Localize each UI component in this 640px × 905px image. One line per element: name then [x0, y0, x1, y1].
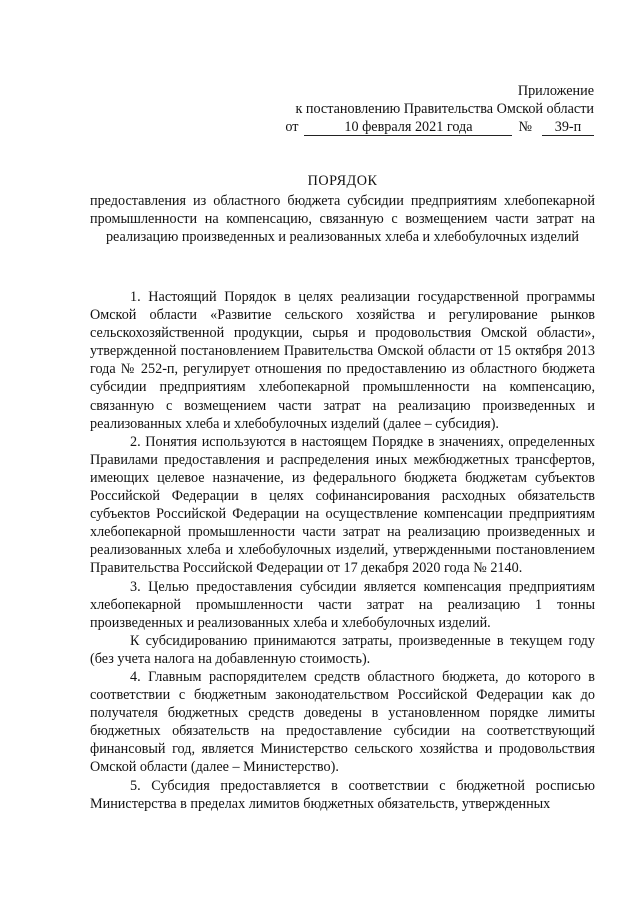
resolution-date-line — [254, 118, 594, 136]
resolution-number: 39-п — [542, 120, 594, 136]
appendix-header — [254, 82, 594, 136]
paragraph-3: 3. Целью предоставления субсидии является компенсация предприятиям хлебопекарной промышленности части затрат на реализацию 1 тонны произведенных и реализованных хлеба и хлебобулочных изделий. — [90, 578, 595, 631]
resolution-reference: к постановлению Правительства Омской области — [295, 101, 594, 117]
paragraph-2: 2. Понятия используются в настоящем Порядке в значениях, определенных Правилами предоставления и распределения иных межбюджетных трансфертов, имеющих целевое назначение, из федерального бюджета бюджетам субъектов Российской Федерации в целях софинансирования расходных обязательств субъектов Российской Федерации на осуществление компенсации предприятиям хлебопекарной промышленности части затрат на реализацию произведенных и реализованных хлеба и хлебобулочных изделий, утвержденными постановлением Правительства Российской Федерации от 17 декабря 2020 года № 2140. — [90, 433, 595, 577]
from-label: от — [285, 119, 299, 135]
paragraph-5: 5. Субсидия предоставляется в соответствии с бюджетной росписью Министерства в пределах лимитов бюджетных обязательств, утвержденных — [90, 777, 595, 812]
paragraph-4: 4. Главным распорядителем средств областного бюджета, до которого в соответствии с бюджетным законодательством Российской Федерации как до получателя бюджетных средств доведены в установленном порядке лимиты бюджетных обязательств на предоставление субсидии на соответствующий финансовый год, является Министерство сельского хозяйства и продовольствия Омской области (далее – Министерство). — [90, 668, 595, 776]
resolution-date: 10 февраля 2021 года — [304, 120, 512, 136]
title-subtitle: предоставления из областного бюджета субсидии предприятиям хлебопекарной промышленности на компенсацию, связанную с возмещением части затрат на реализацию произведенных и реализованных хлеба и хлебобулочных изделий — [90, 193, 595, 245]
title-main: ПОРЯДОК — [307, 173, 378, 189]
document-title — [90, 172, 595, 246]
number-sign: № — [518, 119, 532, 135]
document-body — [90, 288, 595, 813]
appendix-label: Приложение — [517, 83, 594, 99]
paragraph-1: 1. Настоящий Порядок в целях реализации государственной программы Омской области «Развитие сельского хозяйства и регулирование рынков сельскохозяйственной продукции, сырья и продовольствия Омской области», утвержденной постановлением Правительства Омской области от 15 октября 2013 года № 252-п, регулирует отношения по предоставлению из областного бюджета субсидии предприятиям хлебопекарной промышленности на компенсацию, связанную с возмещением части затрат на реализацию произведенных и реализованных хлеба и хлебобулочных изделий (далее – субсидия). — [90, 289, 595, 432]
paragraph-3-continued: К субсидированию принимаются затраты, произведенные в текущем году (без учета налога на добавленную стоимость). — [90, 632, 595, 667]
